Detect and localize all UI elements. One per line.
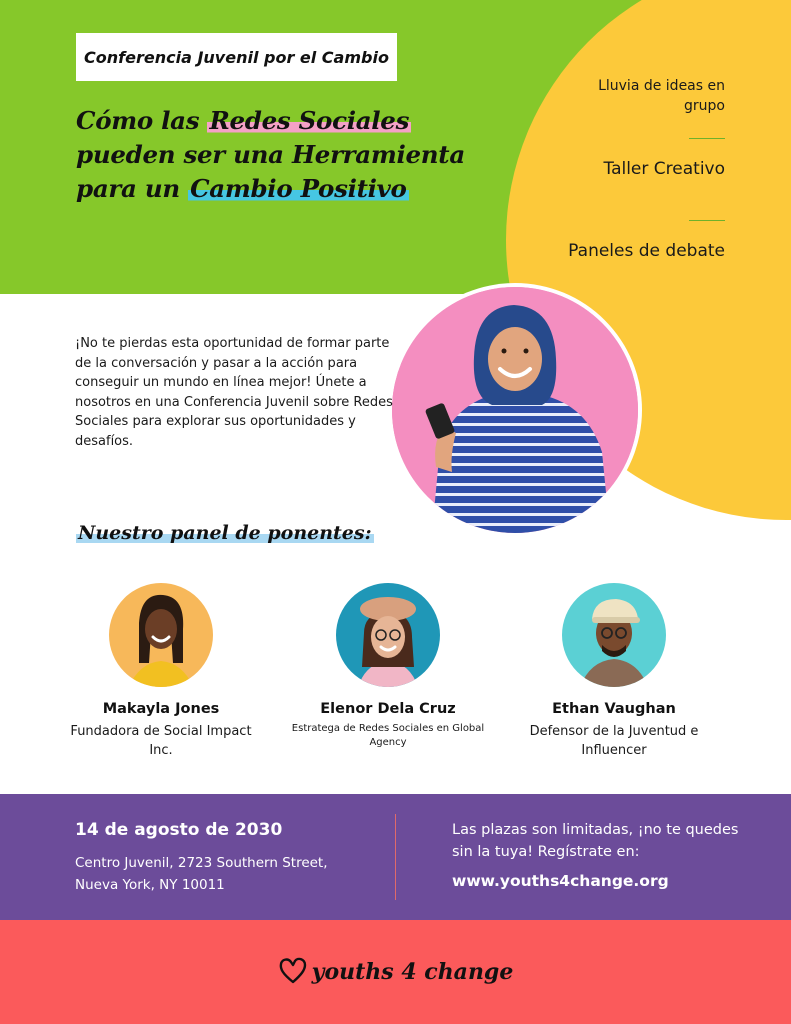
speaker-avatar-illustration (336, 583, 440, 687)
brand-logo (278, 955, 514, 989)
speaker-avatar-illustration (562, 583, 666, 687)
event-tag-box (76, 33, 397, 81)
speakers-panel-title (76, 522, 374, 544)
activity-panels: Paneles de debate (568, 241, 725, 261)
speaker-photo-ethan (562, 583, 666, 687)
speakers-panel-title-text: Nuestro panel de ponentes: (78, 522, 372, 544)
speaker-photo-makayla (109, 583, 213, 687)
event-address: Centro Juvenil, 2723 Southern Street, Nueva York, NY 10011 (75, 855, 328, 893)
event-date: 14 de agosto de 2030 (75, 820, 283, 840)
headline-part1: Cómo las (76, 106, 208, 135)
headline-part3: para un (76, 174, 189, 203)
footer-logo-band (0, 920, 791, 1024)
intro-paragraph: ¡No te pierdas esta oportunidad de formar parte de la conversación y pasar a la acción para conseguir un mundo en línea mejor! Únete a nosotros en una Conferencia Juvenil sobre Redes Sociales para explorar sus oportunidades y desafíos. (75, 336, 393, 449)
activity-workshop: Taller Creativo (603, 159, 725, 179)
headline (76, 104, 506, 206)
brand-logo-text: youths 4 change (311, 959, 514, 985)
speaker-card-elenor (288, 583, 488, 750)
activity-divider (689, 220, 725, 221)
headline-highlight-positive-change: Cambio Positivo (190, 174, 407, 203)
activity-brainstorm: Lluvia de ideas en grupo (598, 78, 725, 114)
activity-divider (689, 138, 725, 139)
registration-url-link[interactable]: www.youths4change.org (452, 872, 669, 890)
woman-illustration (392, 287, 638, 533)
speaker-name: Makayla Jones (102, 701, 220, 717)
heart-outline-icon (278, 955, 308, 989)
main-photo-woman-with-phone (392, 287, 638, 533)
details-divider (395, 814, 396, 900)
headline-part2: pueden ser una Herramienta (76, 140, 465, 169)
event-tag: Conferencia Juvenil por el Cambio (84, 47, 389, 67)
speaker-photo-elenor (336, 583, 440, 687)
registration-cta: Las plazas son limitadas, ¡no te quedes sin la tuya! Regístrate en: (452, 822, 739, 860)
speaker-role: Estratega de Redes Sociales en Global Agency (291, 723, 485, 748)
speaker-role: Fundadora de Social Impact Inc. (70, 724, 252, 758)
speaker-name: Ethan Vaughan (552, 701, 676, 717)
headline-highlight-social-media: Redes Sociales (209, 106, 410, 135)
speaker-avatar-illustration (109, 583, 213, 687)
speaker-card-makayla (61, 583, 261, 760)
event-details-band (0, 794, 791, 920)
speaker-role: Defensor de la Juventud e Influencer (529, 724, 699, 758)
speaker-name: Elenor Dela Cruz (320, 701, 456, 717)
speaker-card-ethan (514, 583, 714, 760)
